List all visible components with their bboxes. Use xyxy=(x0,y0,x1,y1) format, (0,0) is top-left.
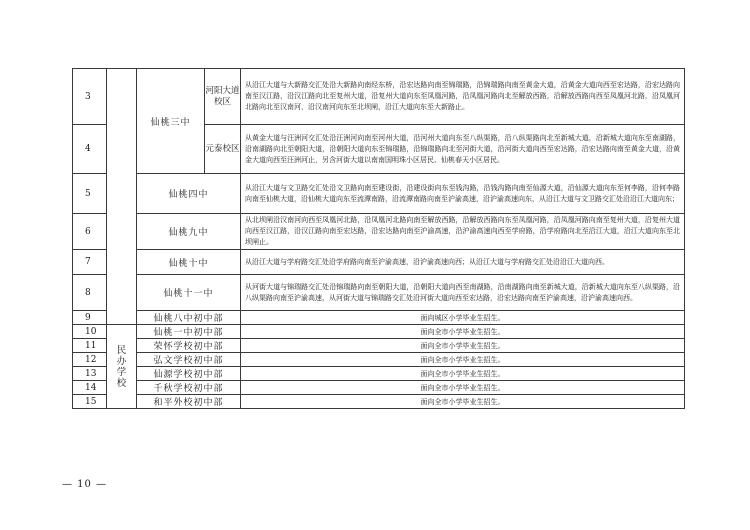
row-number: 11 xyxy=(73,339,107,353)
campus-name: 河阳大道校区 xyxy=(205,69,241,125)
school-name: 千秋学校初中部 xyxy=(137,381,241,395)
table-row xyxy=(73,275,685,311)
category-private xyxy=(107,325,137,409)
zone-description: 从河街大道与锦瑞路交汇处沿锦瑞路向南至朝阳大道，沿朝阳大道向西至南湖路，沿南湖路向南至新城大道，沿新城大道向东至八纵渠路，沿八纵渠路向南至沪渝高速，从河街大道与锦瑞路交汇处沿河街大道向西至宏达路，沿宏达路向南至沪渝高速，沿沪渝高速向西。 xyxy=(241,275,685,311)
school-name: 仙桃八中初中部 xyxy=(137,311,241,325)
school-name: 仙源学校初中部 xyxy=(137,367,241,381)
school-name: 仙桃三中 xyxy=(137,69,205,174)
enrollment-zone-table xyxy=(72,68,685,409)
school-name: 仙桃一中初中部 xyxy=(137,325,241,339)
zone-description: 从沿江大道与学府路交汇处沿学府路向南至沪渝高速，沿沪渝高速向西；从沿江大道与学府路交汇处沿沿江大道向西。 xyxy=(241,250,685,275)
zone-description: 从沿江大道与大新路交汇处沿大新路向南经东桥，沿宏达路向南至锦瑞路，沿锦瑞路向南至黄金大道，沿黄金大道向西至宏达路，沿宏达路向南至汉江路，沿汉江路向北至复州大道，沿复州大道向东至凤凰河路，沿凤凰河路向北至解放西路，沿解放西路向西至凤凰河北路，沿凤凰河北路向北至汉南河，沿汉南河向东至北坝闸，沿江大道向东至大新路止。 xyxy=(241,69,685,125)
table-row xyxy=(73,339,685,353)
zone-description: 从沿江大道与文卫路交汇处沿文卫路向南至建设街，沿建设街向东至钱沟路，沿钱沟路向南至仙源大道，沿仙源大道向东至何李路，沿何李路向南至仙桃大道，沿仙桃大道向东至流潭南路，沿流潭南路向南至沪渝高速，沿沪渝高速向东，从沿江大道与文卫路交汇处沿沿江大道向东； xyxy=(241,174,685,214)
zone-description: 从黄金大道与汪洲河交汇处沿汪洲河向南至河州大道，沿河州大道向东至八纵渠路，沿八纵渠路向北至新城大道，沿新城大道向东至南湖路，沿南湖路向北至朝阳大道，沿朝阳大道向东至锦瑞路，沿锦瑞路向北至河街大道，沿河街大道向西至宏达路，沿宏达路向南至黄金大道，沿黄金大道向西至汪洲河止，另含河街大道以南南国明珠小区居民、仙桃春天小区居民。 xyxy=(241,125,685,174)
row-number: 15 xyxy=(73,395,107,409)
zone-description: 面向全市小学毕业生招生。 xyxy=(241,381,685,395)
row-number: 4 xyxy=(73,125,107,174)
table-row xyxy=(73,395,685,409)
school-name: 仙桃四中 xyxy=(137,174,241,214)
zone-description: 面向全市小学毕业生招生。 xyxy=(241,395,685,409)
table-row xyxy=(73,367,685,381)
page-number: — 10 — xyxy=(62,479,108,490)
row-number: 12 xyxy=(73,353,107,367)
zone-description: 面向全市小学毕业生招生。 xyxy=(241,367,685,381)
table-row xyxy=(73,250,685,275)
table-row xyxy=(73,353,685,367)
table-row xyxy=(73,311,685,325)
row-number: 14 xyxy=(73,381,107,395)
zone-description: 从北坝闸沿汉南河向西至凤凰河北路，沿凤凰河北路向南至解放西路，沿解放西路向东至凤凰河路，沿凤凰河路向南至复州大道，沿复州大道向西至汉江路，沿汉江路向南至宏达路，沿宏达路向南至沪渝高速，沿沪渝高速向西至学府路，沿学府路向北至沿江大道，沿江大道向东至北坝闸止。 xyxy=(241,214,685,250)
school-name: 仙桃十中 xyxy=(137,250,241,275)
table-row xyxy=(73,381,685,395)
row-number: 13 xyxy=(73,367,107,381)
row-number: 6 xyxy=(73,214,107,250)
school-name: 弘文学校初中部 xyxy=(137,353,241,367)
table-row xyxy=(73,174,685,214)
row-number: 7 xyxy=(73,250,107,275)
table-row xyxy=(73,325,685,339)
school-name: 和平外校初中部 xyxy=(137,395,241,409)
row-number: 5 xyxy=(73,174,107,214)
row-number: 3 xyxy=(73,69,107,125)
zone-description: 面向全市小学毕业生招生。 xyxy=(241,353,685,367)
school-name: 荣怀学校初中部 xyxy=(137,339,241,353)
row-number: 8 xyxy=(73,275,107,311)
zone-description: 面向全市小学毕业生招生。 xyxy=(241,325,685,339)
table-row xyxy=(73,69,685,125)
category-private-label: 民 办 学 校 xyxy=(116,344,127,389)
campus-name: 元泰校区 xyxy=(205,125,241,174)
zone-description: 面向城区小学毕业生招生。 xyxy=(241,311,685,325)
school-name: 仙桃十一中 xyxy=(137,275,241,311)
row-number: 10 xyxy=(73,325,107,339)
zone-description: 面向全市小学毕业生招生。 xyxy=(241,339,685,353)
school-name: 仙桃九中 xyxy=(137,214,241,250)
table-row xyxy=(73,214,685,250)
category-cell-public xyxy=(107,69,137,325)
row-number: 9 xyxy=(73,311,107,325)
